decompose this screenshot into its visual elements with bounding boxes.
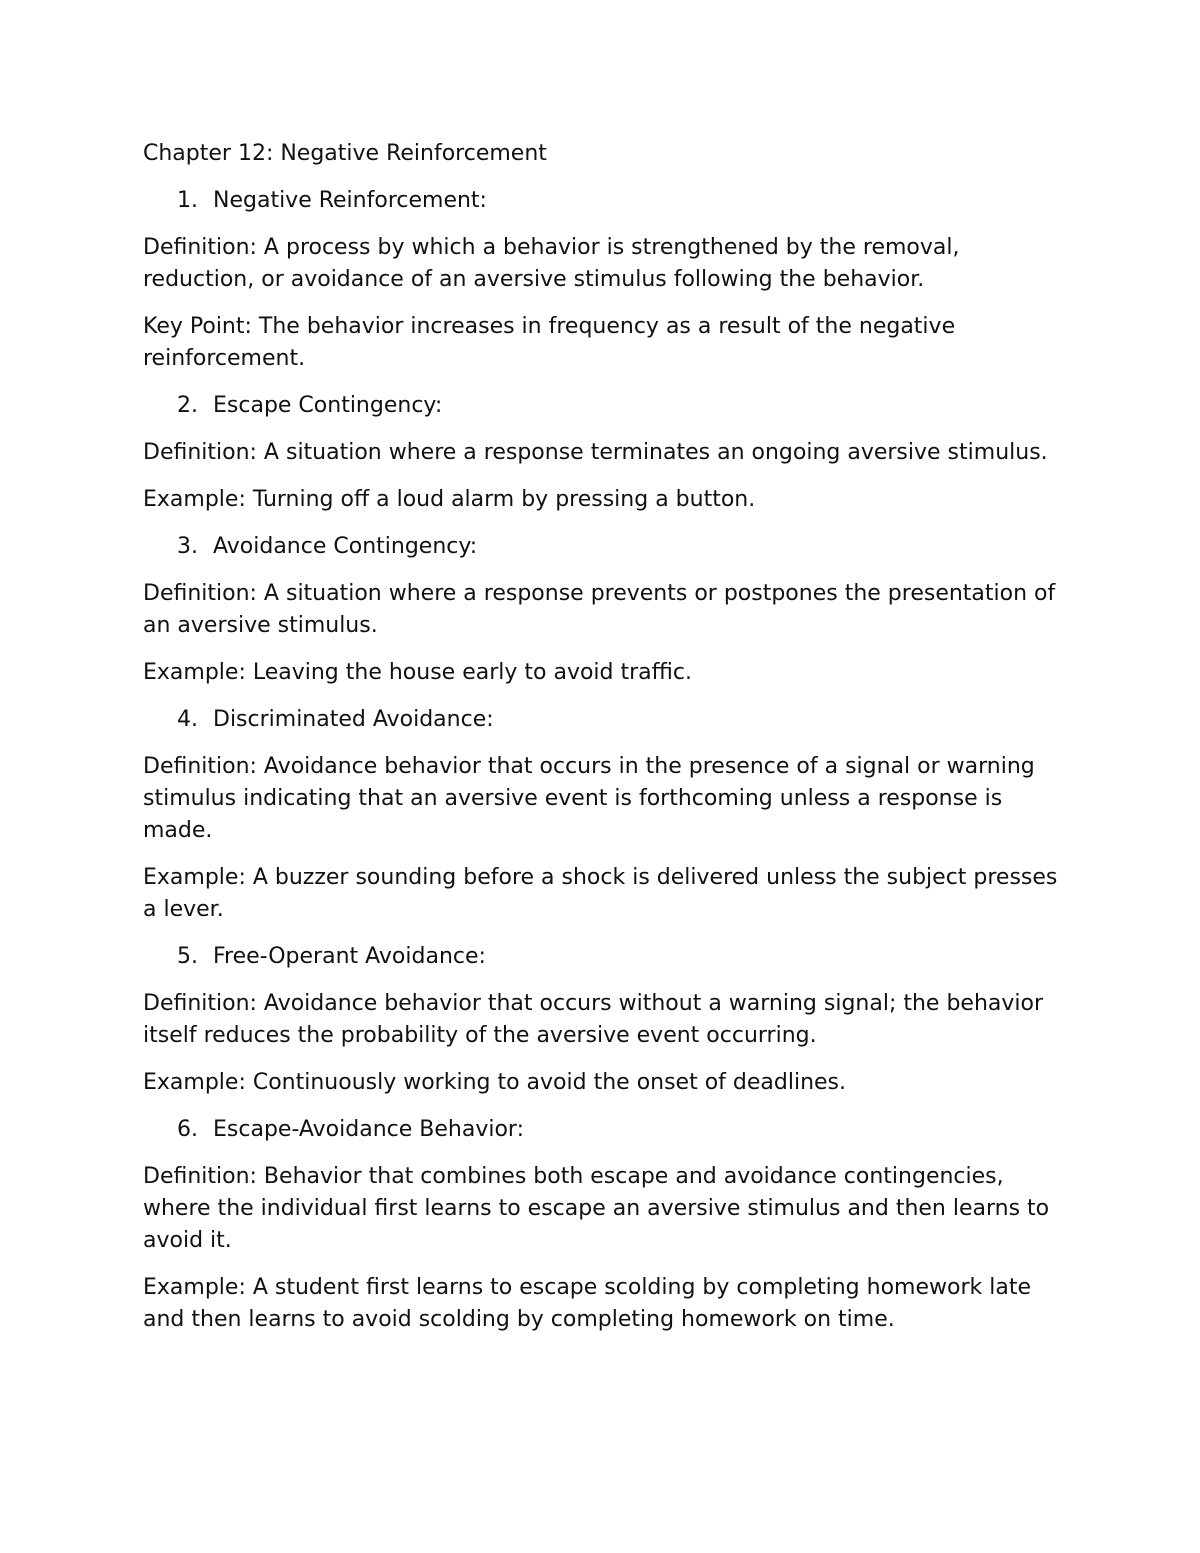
heading-text: Escape Contingency: [213, 393, 443, 418]
section-avoidance-contingency [143, 531, 1063, 689]
list-number: 5. [177, 944, 198, 969]
definition-paragraph: Definition: Avoidance behavior that occurs in the presence of a signal or warning stimulus indicating that an aversive event is forthcoming unless a response is made. [143, 754, 1035, 843]
document-title: Chapter 12: Negative Reinforcement [143, 141, 547, 166]
heading-text: Negative Reinforcement: [213, 188, 487, 213]
example-paragraph: Example: A student first learns to escape scolding by completing homework late and then learns to avoid scolding by completing homework on time. [143, 1275, 1031, 1332]
definition-paragraph: Definition: A situation where a response prevents or postpones the presentation of an aversive stimulus. [143, 581, 1056, 638]
section-free-operant-avoidance [143, 941, 1063, 1099]
list-number: 4. [177, 707, 198, 732]
key-point-paragraph: Key Point: The behavior increases in frequency as a result of the negative reinforcement. [143, 314, 956, 371]
heading-text: Discriminated Avoidance: [213, 707, 494, 732]
section-heading [143, 185, 1063, 217]
example-paragraph: Example: Continuously working to avoid the onset of deadlines. [143, 1070, 847, 1095]
list-number: 2. [177, 393, 198, 418]
example-paragraph: Example: A buzzer sounding before a shock is delivered unless the subject presses a lever. [143, 865, 1058, 922]
heading-text: Avoidance Contingency: [213, 534, 478, 559]
definition-paragraph: Definition: Behavior that combines both escape and avoidance contingencies, where the individual first learns to escape an aversive stimulus and then learns to avoid it. [143, 1164, 1050, 1253]
list-number: 3. [177, 534, 198, 559]
list-number: 6. [177, 1117, 198, 1142]
section-negative-reinforcement [143, 185, 1063, 375]
example-paragraph: Example: Turning off a loud alarm by pressing a button. [143, 487, 756, 512]
section-heading [143, 704, 1063, 736]
example-paragraph: Example: Leaving the house early to avoid traffic. [143, 660, 693, 685]
list-number: 1. [177, 188, 198, 213]
section-heading [143, 941, 1063, 973]
section-escape-contingency [143, 390, 1063, 516]
section-heading [143, 1114, 1063, 1146]
heading-text: Escape-Avoidance Behavior: [213, 1117, 524, 1142]
section-heading [143, 390, 1063, 422]
section-escape-avoidance-behavior [143, 1114, 1063, 1336]
definition-paragraph: Definition: A situation where a response terminates an ongoing aversive stimulus. [143, 440, 1048, 465]
document-page [143, 138, 1063, 1351]
section-heading [143, 531, 1063, 563]
section-discriminated-avoidance [143, 704, 1063, 926]
definition-paragraph: Definition: Avoidance behavior that occurs without a warning signal; the behavior itself reduces the probability of the aversive event occurring. [143, 991, 1044, 1048]
definition-paragraph: Definition: A process by which a behavior is strengthened by the removal, reduction, or avoidance of an aversive stimulus following the behavior. [143, 235, 960, 292]
heading-text: Free-Operant Avoidance: [213, 944, 486, 969]
